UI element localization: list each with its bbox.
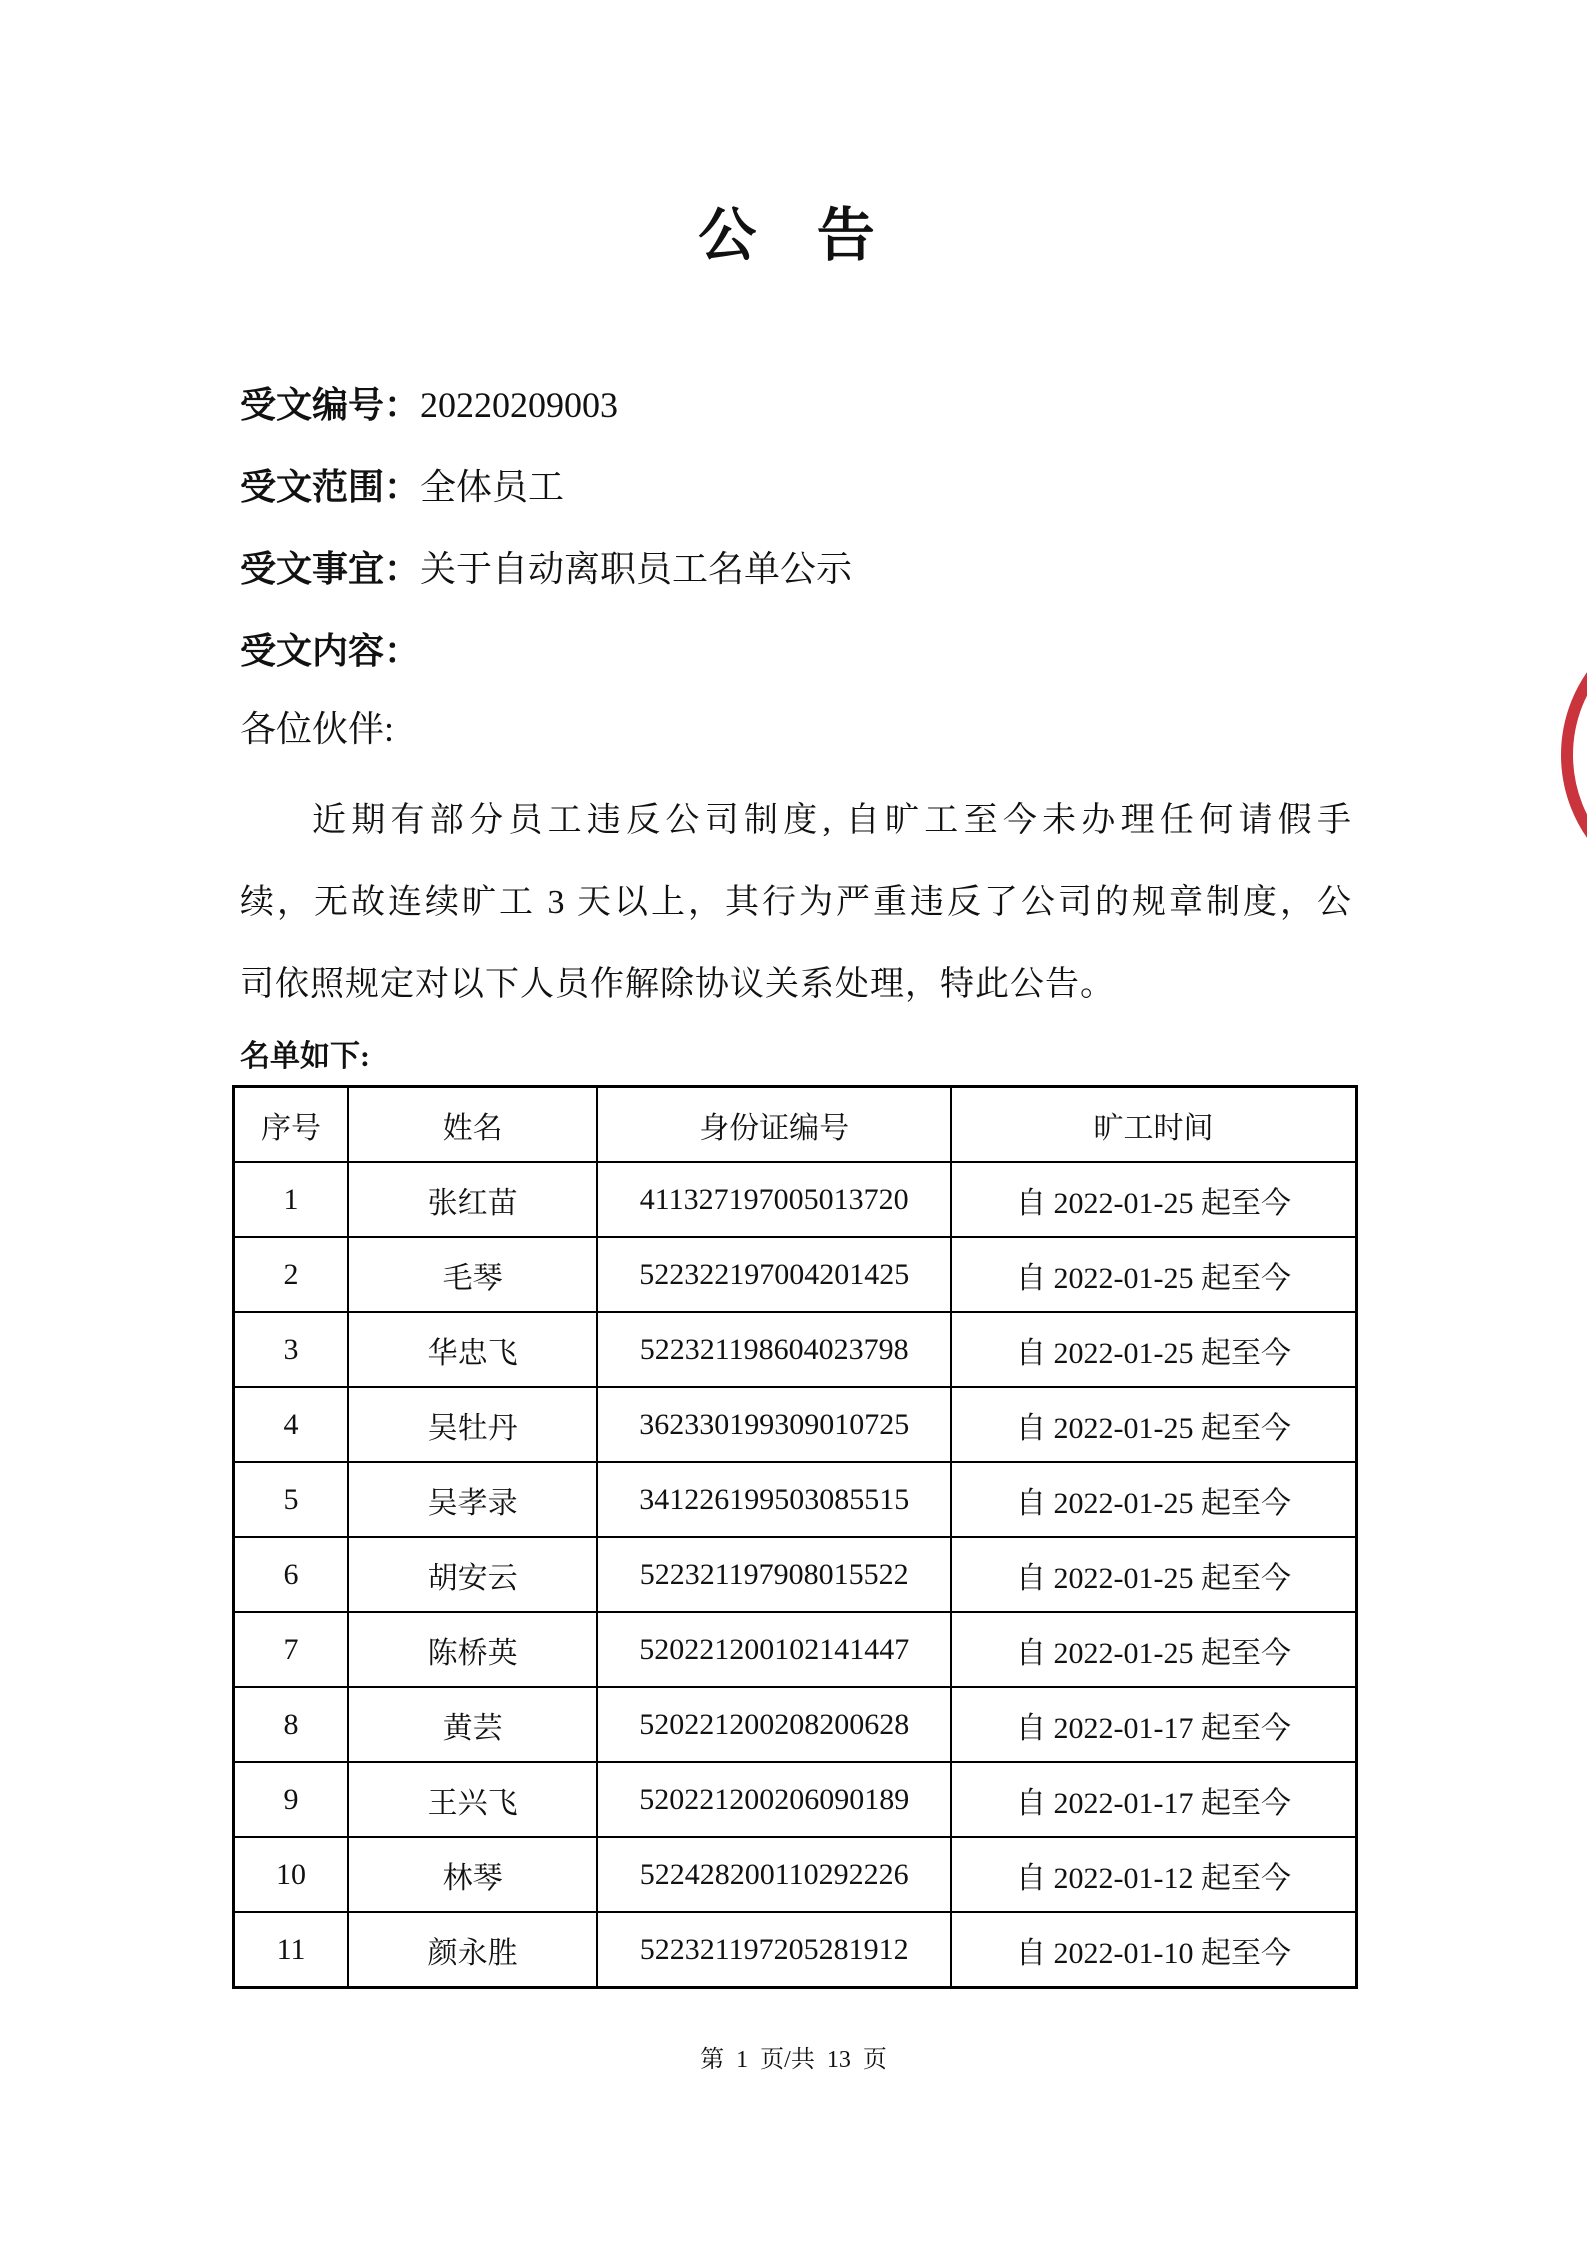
meta-label: 受文范围： bbox=[240, 467, 421, 507]
table-cell: 自 2022-01-25 起至今 bbox=[951, 1462, 1356, 1537]
list-label: 名单如下: bbox=[240, 1040, 370, 1073]
meta-value: 全体员工 bbox=[420, 467, 565, 507]
table-cell: 自 2022-01-25 起至今 bbox=[951, 1537, 1356, 1612]
table-row bbox=[234, 1237, 1357, 1312]
header-cell-index: 序号 bbox=[234, 1087, 349, 1163]
table-cell: 520221200102141447 bbox=[597, 1612, 951, 1687]
body-paragraph-line-2: 续，无故连续旷工 3 天以上，其行为严重违反了公司的规章制度，公 bbox=[240, 884, 1352, 921]
table-cell: 11 bbox=[234, 1912, 349, 1988]
table-row bbox=[234, 1612, 1357, 1687]
table-cell: 4 bbox=[234, 1387, 349, 1462]
table-cell: 2 bbox=[234, 1237, 349, 1312]
meta-line-subject bbox=[240, 547, 1390, 591]
table-cell: 520221200208200628 bbox=[597, 1687, 951, 1762]
table-row bbox=[234, 1837, 1357, 1912]
meta-label: 受文内容： bbox=[240, 631, 421, 671]
table-header-row bbox=[234, 1087, 1357, 1163]
table-cell: 自 2022-01-25 起至今 bbox=[951, 1612, 1356, 1687]
salutation: 各位伙伴: bbox=[240, 709, 395, 749]
table-cell: 522321198604023798 bbox=[597, 1312, 951, 1387]
table-cell: 520221200206090189 bbox=[597, 1762, 951, 1837]
table-cell: 1 bbox=[234, 1162, 349, 1237]
table-row bbox=[234, 1387, 1357, 1462]
table-cell: 自 2022-01-12 起至今 bbox=[951, 1837, 1356, 1912]
meta-label: 受文编号： bbox=[240, 385, 421, 425]
table-row bbox=[234, 1912, 1357, 1988]
table-cell: 522322197004201425 bbox=[597, 1237, 951, 1312]
table-cell: 自 2022-01-17 起至今 bbox=[951, 1762, 1356, 1837]
table-cell: 6 bbox=[234, 1537, 349, 1612]
table-cell: 522428200110292226 bbox=[597, 1837, 951, 1912]
table-cell: 胡安云 bbox=[348, 1537, 597, 1612]
meta-label: 受文事宜： bbox=[240, 549, 421, 589]
meta-line-scope bbox=[240, 465, 1390, 509]
table-row bbox=[234, 1537, 1357, 1612]
table-cell: 吴牡丹 bbox=[348, 1387, 597, 1462]
table-cell: 颜永胜 bbox=[348, 1912, 597, 1988]
table-cell: 自 2022-01-25 起至今 bbox=[951, 1312, 1356, 1387]
table-cell: 王兴飞 bbox=[348, 1762, 597, 1837]
table-cell: 陈桥英 bbox=[348, 1612, 597, 1687]
table-cell: 10 bbox=[234, 1837, 349, 1912]
meta-value: 关于自动离职员工名单公示 bbox=[420, 549, 853, 589]
meta-line-doc-number bbox=[240, 383, 1390, 427]
table-cell: 自 2022-01-25 起至今 bbox=[951, 1237, 1356, 1312]
table-cell: 411327197005013720 bbox=[597, 1162, 951, 1237]
table-cell: 自 2022-01-10 起至今 bbox=[951, 1912, 1356, 1988]
table-cell: 522321197205281912 bbox=[597, 1912, 951, 1988]
table-row bbox=[234, 1312, 1357, 1387]
table-cell: 林琴 bbox=[348, 1837, 597, 1912]
table-cell: 黄芸 bbox=[348, 1687, 597, 1762]
company-seal-stamp bbox=[1561, 610, 1587, 900]
table-cell: 自 2022-01-25 起至今 bbox=[951, 1387, 1356, 1462]
header-cell-id-number: 身份证编号 bbox=[597, 1087, 951, 1163]
meta-value: 20220209003 bbox=[420, 385, 619, 425]
absence-roster-table bbox=[232, 1085, 1358, 1989]
header-cell-name: 姓名 bbox=[348, 1087, 597, 1163]
table-cell: 7 bbox=[234, 1612, 349, 1687]
table-cell: 522321197908015522 bbox=[597, 1537, 951, 1612]
table-cell: 张红苗 bbox=[348, 1162, 597, 1237]
page-footer: 第 1 页/共 13 页 bbox=[700, 2047, 887, 2073]
body-paragraph-line-1: 近期有部分员工违反公司制度, 自旷工至今未办理任何请假手 bbox=[312, 802, 1352, 839]
table-cell: 362330199309010725 bbox=[597, 1387, 951, 1462]
table-row bbox=[234, 1462, 1357, 1537]
table-cell: 毛琴 bbox=[348, 1237, 597, 1312]
body-paragraph-line-3: 司依照规定对以下人员作解除协议关系处理，特此公告。 bbox=[240, 966, 1115, 1003]
table-row bbox=[234, 1162, 1357, 1237]
table-cell: 吴孝录 bbox=[348, 1462, 597, 1537]
table-cell: 5 bbox=[234, 1462, 349, 1537]
table-cell: 自 2022-01-17 起至今 bbox=[951, 1687, 1356, 1762]
table-cell: 自 2022-01-25 起至今 bbox=[951, 1162, 1356, 1237]
table-cell: 8 bbox=[234, 1687, 349, 1762]
table-cell: 华忠飞 bbox=[348, 1312, 597, 1387]
table-cell: 3 bbox=[234, 1312, 349, 1387]
table-row bbox=[234, 1762, 1357, 1837]
header-cell-absence-period: 旷工时间 bbox=[951, 1087, 1356, 1163]
table-cell: 341226199503085515 bbox=[597, 1462, 951, 1537]
table-row bbox=[234, 1687, 1357, 1762]
page-title: 公 告 bbox=[698, 203, 889, 268]
table-cell: 9 bbox=[234, 1762, 349, 1837]
meta-line-content bbox=[240, 629, 1390, 673]
